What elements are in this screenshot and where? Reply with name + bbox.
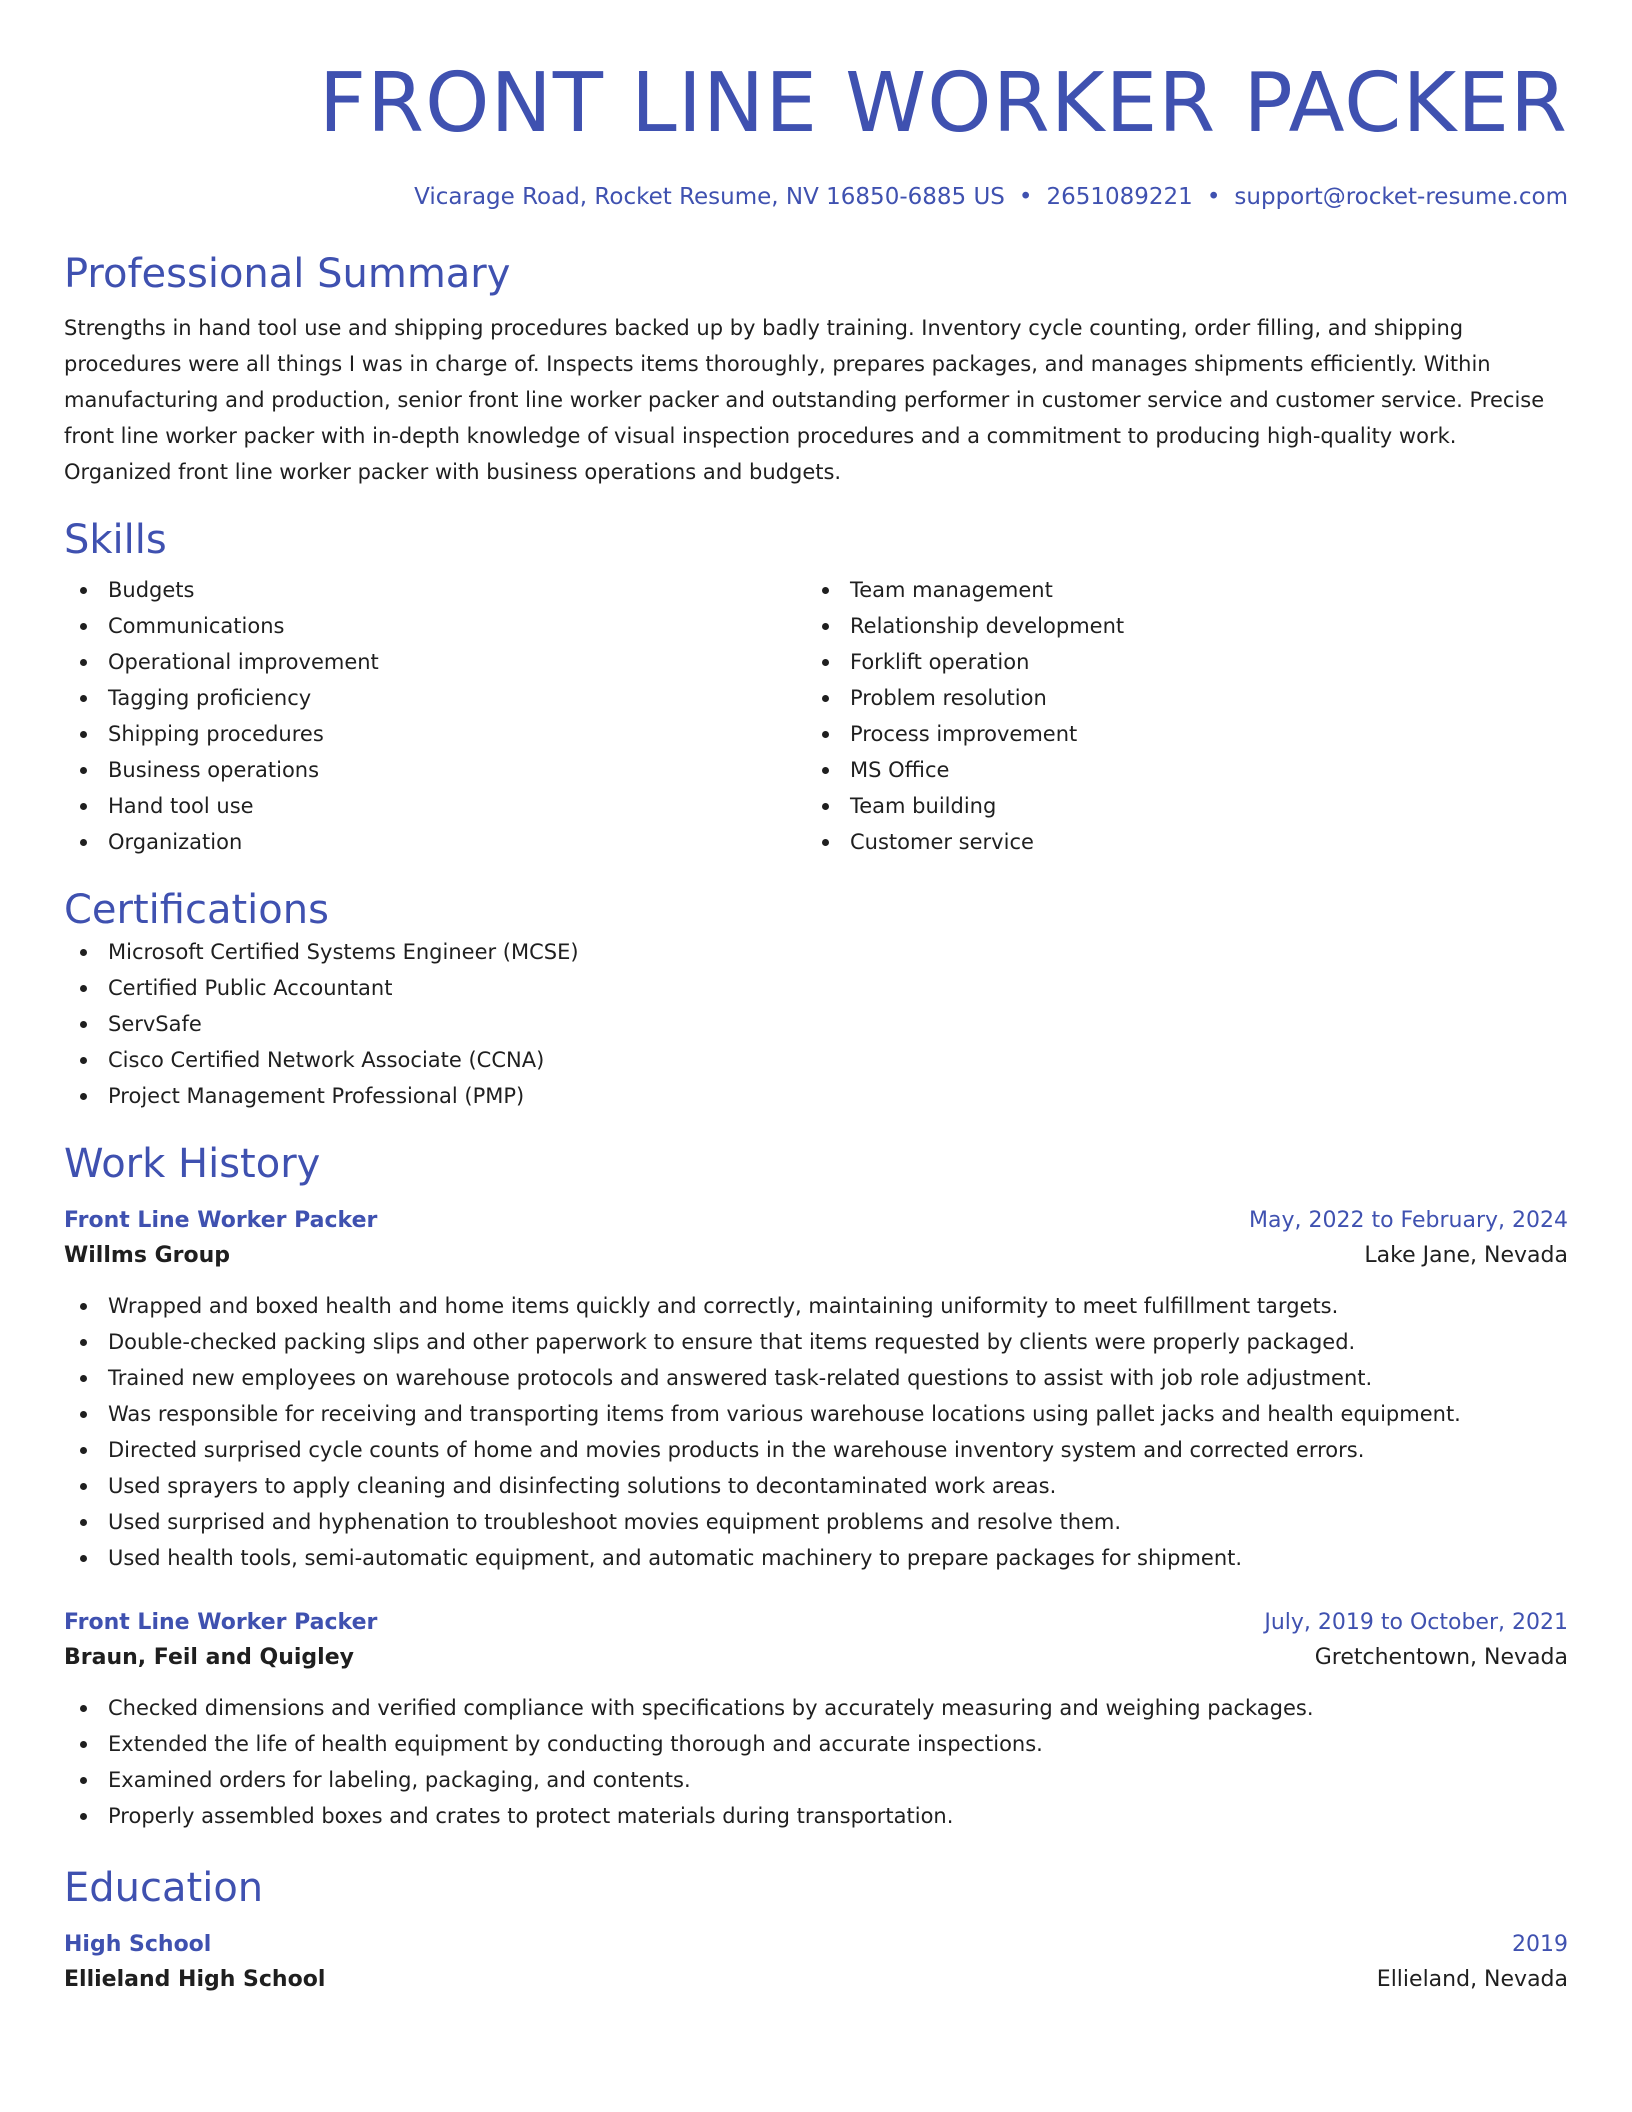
skills-column-right bbox=[806, 572, 1548, 860]
skills-columns bbox=[64, 572, 1568, 860]
certifications-list bbox=[64, 934, 1568, 1114]
education-school-row bbox=[64, 1962, 1568, 1998]
skill-item: Shipping procedures bbox=[64, 716, 806, 752]
education-entry bbox=[64, 1928, 1568, 1998]
candidate-name: FRONT LINE WORKER PACKER bbox=[318, 56, 1568, 151]
job-duty: Directed surprised cycle counts of home and movies products in the warehouse inventory system and corrected errors. bbox=[64, 1432, 1568, 1468]
separator-dot: • bbox=[1206, 184, 1221, 210]
job-title: Front Line Worker Packer bbox=[64, 1208, 378, 1233]
skill-item: Tagging proficiency bbox=[64, 680, 806, 716]
skills-list-right bbox=[806, 572, 1548, 860]
job-dates: May, 2022 to February, 2024 bbox=[1249, 1208, 1568, 1233]
section-title-work-history: Work History bbox=[64, 1141, 321, 1187]
email-link[interactable]: support@rocket-resume.com bbox=[1234, 184, 1568, 210]
job-duty: Double-checked packing slips and other paperwork to ensure that items requested by clients were properly packaged. bbox=[64, 1324, 1568, 1360]
education-header-row bbox=[64, 1928, 1568, 1962]
skills-column-left bbox=[64, 572, 806, 860]
skill-item: Organization bbox=[64, 824, 806, 860]
skill-item: Process improvement bbox=[806, 716, 1548, 752]
certification-item: Certified Public Accountant bbox=[64, 970, 1568, 1006]
address: Vicarage Road, Rocket Resume, NV 16850-6885 US bbox=[414, 184, 1005, 210]
skill-item: Team management bbox=[806, 572, 1548, 608]
job-duty: Examined orders for labeling, packaging, and contents. bbox=[64, 1762, 1568, 1798]
school-location: Ellieland, Nevada bbox=[1376, 1967, 1568, 1992]
job-duties-list bbox=[64, 1288, 1568, 1576]
job-duty: Properly assembled boxes and crates to protect materials during transportation. bbox=[64, 1798, 1568, 1834]
skill-item: Team building bbox=[806, 788, 1548, 824]
skill-item: MS Office bbox=[806, 752, 1548, 788]
skill-item: Forklift operation bbox=[806, 644, 1548, 680]
certification-item: Cisco Certified Network Associate (CCNA) bbox=[64, 1042, 1568, 1078]
certification-item: Microsoft Certified Systems Engineer (MCSE) bbox=[64, 934, 1568, 970]
summary-text: Strengths in hand tool use and shipping procedures backed up by badly training. Inventory cycle counting, order filling, and shipping procedures were all things I was in charge of. Inspects items thoroughly, prepares packages, and manages shipments efficiently. Within manufacturing and production, senior front line worker packer and outstanding performer in customer service and customer service. Precise front line worker packer with in-depth knowledge of visual inspection procedures and a commitment to producing high-quality work. Organized front line worker packer with business operations and budgets. bbox=[64, 316, 1545, 484]
skills-list-left bbox=[64, 572, 806, 860]
section-title-skills: Skills bbox=[64, 517, 167, 563]
skill-item: Business operations bbox=[64, 752, 806, 788]
resume-header bbox=[64, 56, 1568, 212]
job-company-row bbox=[64, 1238, 1568, 1274]
job-entry bbox=[64, 1204, 1568, 1576]
job-duties-list bbox=[64, 1690, 1568, 1834]
job-entry bbox=[64, 1606, 1568, 1834]
degree: High School bbox=[64, 1932, 212, 1957]
job-title: Front Line Worker Packer bbox=[64, 1610, 378, 1635]
company-name: Willms Group bbox=[64, 1243, 230, 1268]
job-company-row bbox=[64, 1640, 1568, 1676]
phone: 2651089221 bbox=[1046, 184, 1193, 210]
job-duty: Extended the life of health equipment by conducting thorough and accurate inspections. bbox=[64, 1726, 1568, 1762]
contact-line bbox=[64, 182, 1568, 212]
graduation-year: 2019 bbox=[1512, 1932, 1568, 1957]
certification-item: ServSafe bbox=[64, 1006, 1568, 1042]
company-name: Braun, Feil and Quigley bbox=[64, 1645, 354, 1670]
certification-item: Project Management Professional (PMP) bbox=[64, 1078, 1568, 1114]
job-location: Gretchentown, Nevada bbox=[1314, 1645, 1568, 1670]
section-title-education: Education bbox=[64, 1865, 264, 1911]
skill-item: Communications bbox=[64, 608, 806, 644]
job-duty: Checked dimensions and verified compliance with specifications by accurately measuring and weighing packages. bbox=[64, 1690, 1568, 1726]
section-title-summary: Professional Summary bbox=[64, 251, 511, 297]
skill-item: Budgets bbox=[64, 572, 806, 608]
job-duty: Wrapped and boxed health and home items quickly and correctly, maintaining uniformity to meet fulfillment targets. bbox=[64, 1288, 1568, 1324]
job-duty: Trained new employees on warehouse protocols and answered task-related questions to assist with job role adjustment. bbox=[64, 1360, 1568, 1396]
job-duty: Used surprised and hyphenation to troubleshoot movies equipment problems and resolve them. bbox=[64, 1504, 1568, 1540]
job-dates: July, 2019 to October, 2021 bbox=[1264, 1610, 1568, 1635]
skill-item: Problem resolution bbox=[806, 680, 1548, 716]
job-header-row bbox=[64, 1606, 1568, 1640]
job-duty: Used health tools, semi-automatic equipment, and automatic machinery to prepare packages for shipment. bbox=[64, 1540, 1568, 1576]
separator-dot: • bbox=[1018, 184, 1033, 210]
section-title-certifications: Certifications bbox=[64, 887, 329, 933]
skill-item: Relationship development bbox=[806, 608, 1548, 644]
job-duty: Used sprayers to apply cleaning and disinfecting solutions to decontaminated work areas. bbox=[64, 1468, 1568, 1504]
job-header-row bbox=[64, 1204, 1568, 1238]
skill-item: Customer service bbox=[806, 824, 1548, 860]
job-duty: Was responsible for receiving and transporting items from various warehouse locations using pallet jacks and health equipment. bbox=[64, 1396, 1568, 1432]
skill-item: Operational improvement bbox=[64, 644, 806, 680]
skill-item: Hand tool use bbox=[64, 788, 806, 824]
job-location: Lake Jane, Nevada bbox=[1364, 1243, 1568, 1268]
school-name: Ellieland High School bbox=[64, 1967, 326, 1992]
